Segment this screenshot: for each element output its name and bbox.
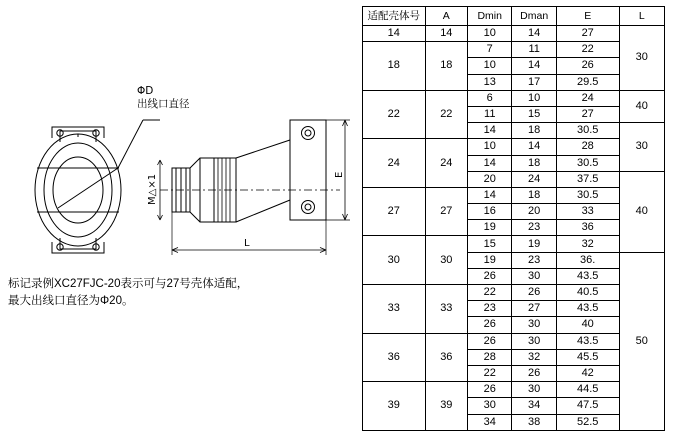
cell-dmin: 14 <box>468 155 512 171</box>
cell-dmax: 14 <box>512 58 556 74</box>
cell-dmax: 11 <box>512 42 556 58</box>
cell-dmin: 10 <box>468 26 512 42</box>
cell-e: 40.5 <box>556 285 619 301</box>
cell-dmin: 6 <box>468 90 512 106</box>
cell-e: 29.5 <box>556 74 619 90</box>
cell-dmin: 34 <box>468 414 512 430</box>
cell-e: 28 <box>556 139 619 155</box>
cell-shell: 30 <box>363 236 426 285</box>
cell-e: 44.5 <box>556 382 619 398</box>
cell-dmin: 30 <box>468 398 512 414</box>
spec-table <box>362 6 665 431</box>
flange-hole-top <box>302 127 315 140</box>
cell-dmax: 15 <box>512 106 556 122</box>
cell-e: 40 <box>556 317 619 333</box>
spec-table-area <box>362 6 667 431</box>
table-header-row <box>363 7 665 26</box>
cell-e: 32 <box>556 236 619 252</box>
cell-e: 43.5 <box>556 333 619 349</box>
note-line-1: 标记录例XC27FJC-20表示可与27号壳体适配， <box>8 278 249 290</box>
cell-dmax: 30 <box>512 382 556 398</box>
e-dim-label: E <box>334 171 345 178</box>
cell-dmin: 26 <box>468 317 512 333</box>
cell-shell: 14 <box>363 26 426 42</box>
cell-shell: 36 <box>363 333 426 382</box>
cell-l: 50 <box>619 252 665 430</box>
cell-dmax: 10 <box>512 90 556 106</box>
cell-dmax: 26 <box>512 285 556 301</box>
cell-l: 30 <box>619 26 665 91</box>
cell-shell: 27 <box>363 187 426 236</box>
cell-e: 26 <box>556 58 619 74</box>
cell-a: 24 <box>425 139 467 188</box>
flange-hole-bottom <box>302 201 315 214</box>
cell-e: 33 <box>556 204 619 220</box>
cell-e: 30.5 <box>556 123 619 139</box>
cell-e: 30.5 <box>556 187 619 203</box>
cell-dmax: 32 <box>512 349 556 365</box>
cell-a: 22 <box>425 90 467 139</box>
header-dmax: Dman <box>512 7 556 26</box>
cell-dmin: 19 <box>468 220 512 236</box>
cell-e: 42 <box>556 365 619 381</box>
cell-l: 40 <box>619 171 665 252</box>
cell-dmax: 30 <box>512 268 556 284</box>
cell-dmin: 10 <box>468 139 512 155</box>
cell-dmax: 20 <box>512 204 556 220</box>
cell-dmax: 38 <box>512 414 556 430</box>
clamp-outer-ring <box>35 134 121 246</box>
cell-dmin: 23 <box>468 301 512 317</box>
cell-dmax: 17 <box>512 74 556 90</box>
cell-dmin: 26 <box>468 382 512 398</box>
cell-e: 30.5 <box>556 155 619 171</box>
header-shell: 适配壳体号 <box>363 7 426 26</box>
header-l: L <box>619 7 665 26</box>
cell-shell: 33 <box>363 285 426 334</box>
cell-a: 18 <box>425 42 467 91</box>
cell-dmin: 16 <box>468 204 512 220</box>
cell-e: 43.5 <box>556 268 619 284</box>
cell-e: 22 <box>556 42 619 58</box>
cell-dmin: 20 <box>468 171 512 187</box>
cell-dmax: 26 <box>512 365 556 381</box>
cell-dmin: 28 <box>468 349 512 365</box>
thread-label: M△×1 <box>147 173 158 205</box>
cell-dmax: 18 <box>512 155 556 171</box>
cell-e: 24 <box>556 90 619 106</box>
phi-d-note-label: 出线口直径 <box>137 98 190 110</box>
cell-dmin: 14 <box>468 123 512 139</box>
cell-dmin: 15 <box>468 236 512 252</box>
cell-shell: 39 <box>363 382 426 431</box>
cell-e: 43.5 <box>556 301 619 317</box>
cell-dmin: 13 <box>468 74 512 90</box>
cell-l: 40 <box>619 90 665 122</box>
drawing-svg <box>0 0 362 275</box>
cell-e: 27 <box>556 26 619 42</box>
header-a: A <box>425 7 467 26</box>
table-row <box>363 26 665 42</box>
cell-shell: 24 <box>363 139 426 188</box>
cell-e: 47.5 <box>556 398 619 414</box>
cell-l: 30 <box>619 123 665 172</box>
cell-dmin: 7 <box>468 42 512 58</box>
table-row <box>363 90 665 106</box>
cell-dmin: 26 <box>468 333 512 349</box>
cell-dmin: 22 <box>468 365 512 381</box>
note-line-2: 最大出线口直径为Φ20。 <box>8 295 134 307</box>
cell-e: 37.5 <box>556 171 619 187</box>
cell-dmin: 11 <box>468 106 512 122</box>
cell-dmax: 14 <box>512 26 556 42</box>
cell-dmin: 19 <box>468 252 512 268</box>
cell-a: 33 <box>425 285 467 334</box>
cell-dmin: 26 <box>468 268 512 284</box>
cell-a: 36 <box>425 333 467 382</box>
header-dmin: Dmin <box>468 7 512 26</box>
cell-dmax: 24 <box>512 171 556 187</box>
flange-plate <box>290 120 326 220</box>
header-e: E <box>556 7 619 26</box>
cell-dmax: 19 <box>512 236 556 252</box>
cell-dmax: 30 <box>512 317 556 333</box>
cell-shell: 22 <box>363 90 426 139</box>
cell-dmax: 27 <box>512 301 556 317</box>
cell-e: 36 <box>556 220 619 236</box>
cell-dmax: 23 <box>512 220 556 236</box>
phi-d-label: ΦD <box>137 85 154 97</box>
cell-e: 27 <box>556 106 619 122</box>
table-body <box>363 26 665 431</box>
cell-e: 52.5 <box>556 414 619 430</box>
cell-a: 27 <box>425 187 467 236</box>
cell-a: 39 <box>425 382 467 431</box>
cell-dmax: 23 <box>512 252 556 268</box>
cell-a: 14 <box>425 26 467 42</box>
cell-dmax: 30 <box>512 333 556 349</box>
cell-shell: 18 <box>363 42 426 91</box>
l-dim-label: L <box>244 238 250 249</box>
cell-dmax: 18 <box>512 187 556 203</box>
cell-dmax: 18 <box>512 123 556 139</box>
cell-e: 36. <box>556 252 619 268</box>
cell-e: 45.5 <box>556 349 619 365</box>
cell-a: 30 <box>425 236 467 285</box>
cell-dmax: 34 <box>512 398 556 414</box>
cell-dmin: 14 <box>468 187 512 203</box>
cell-dmin: 22 <box>468 285 512 301</box>
marking-example-note <box>8 276 348 310</box>
cell-dmin: 10 <box>468 58 512 74</box>
cell-dmax: 14 <box>512 139 556 155</box>
phi-d-leader <box>118 120 143 168</box>
